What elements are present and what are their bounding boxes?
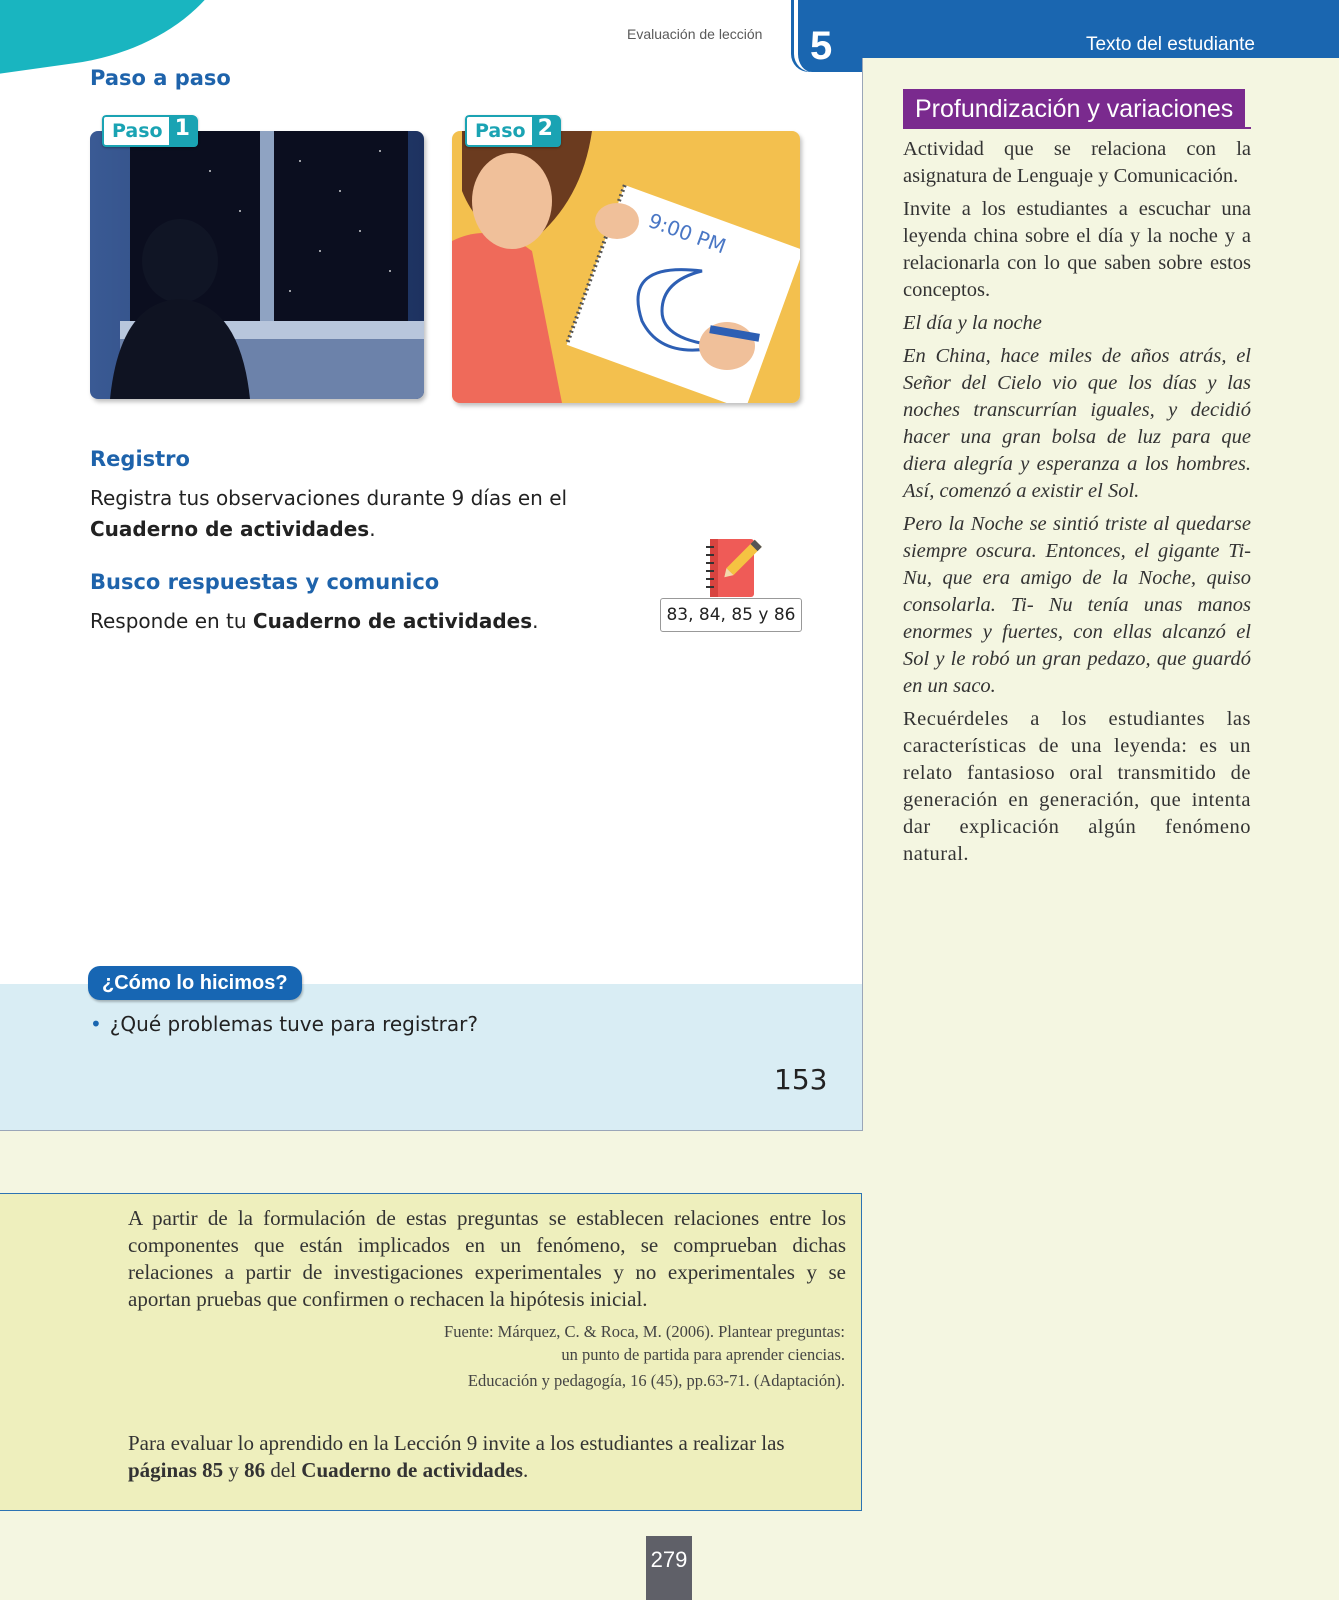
notebook-pencil-icon	[706, 537, 762, 599]
quote-paragraph: A partir de la formulación de estas preguntas se establecen relaciones entre los componentes que están implicados en un fenómeno, se comprueban dichas relaciones a partir de investigaciones experimentales y no experimentales y se aportan pruebas que confirmen o rechacen la hipótesis inicial.	[128, 1206, 846, 1311]
answers-text: Responde en tu	[90, 609, 253, 633]
student-text-label: Texto del estudiante	[1085, 34, 1255, 55]
step-1-badge	[102, 115, 198, 147]
student-page	[0, 0, 863, 1131]
step-1-photo	[90, 131, 424, 399]
source-line-3: Educación y pedagogía, 16 (45), pp.63-71. (Adaptación).	[467, 1371, 845, 1390]
step-2-photo	[452, 131, 800, 403]
step-1-label: Paso	[102, 115, 169, 147]
record-instructions	[90, 483, 630, 545]
legend-paragraph-2: Pero la Noche se sintió triste al quedarse siempre oscura. Entonces, el gigante Ti-Nu, que era amigo de la Noche, quiso consolarla. Ti- Nu tenía unas manos enormes y fuertes, con ellas alcanzó el Sol y le robó un gran pedazo, que guardó en un saco.	[903, 513, 1251, 697]
reflection-question	[90, 1012, 478, 1036]
record-workbook-name: Cuaderno de actividades	[90, 517, 370, 541]
teacher-column-text	[903, 136, 1251, 874]
lesson-evaluation-label: Evaluación de lección	[627, 26, 763, 42]
record-text: Registra tus observaciones durante 9 días en el	[90, 486, 568, 510]
child-drawing-moon-illustration	[452, 131, 800, 403]
eval-text-3: del	[265, 1458, 302, 1482]
eval-bold-pages: páginas 85	[128, 1458, 224, 1482]
answers-heading: Busco respuestas y comunico	[90, 570, 440, 594]
drawing-time-label: 9:00 PM	[645, 208, 730, 259]
reflection-pill: ¿Cómo lo hicimos?	[88, 966, 302, 1000]
source-line-2: un punto de partida para aprender ciencias.	[561, 1345, 845, 1364]
bullet-icon: •	[90, 1012, 102, 1036]
answers-workbook-name: Cuaderno de actividades	[252, 609, 533, 633]
lesson-number: 5	[810, 24, 833, 68]
eval-bold-page-86: 86	[244, 1458, 266, 1482]
eval-bold-workbook: Cuaderno de actividades	[301, 1458, 523, 1482]
step-1-number: 1	[169, 115, 198, 147]
student-text-bar	[862, 0, 1339, 58]
legend-paragraph-1: En China, hace miles de años atrás, el Señor del Cielo vio que los días y las noches transcurrían iguales, y decidió hacer una gran bolsa de luz para que diera alegría y esperanza a los hombres. Así, comenzó a existir el Sol.	[903, 345, 1251, 502]
evaluation-instruction	[128, 1430, 846, 1484]
student-page-number: 153	[774, 1063, 828, 1096]
source-line-1: Fuente: Márquez, C. & Roca, M. (2006). Plantear preguntas:	[444, 1322, 845, 1341]
step-by-step-heading: Paso a paso	[90, 66, 231, 90]
workbook-pages-box: 83, 84, 85 y 86	[660, 598, 802, 632]
step-2-label: Paso	[465, 115, 532, 147]
teacher-paragraph-2: Invite a los estudiantes a escuchar una leyenda china sobre el día y la noche y a relacionarla con lo que saben sobre estos conceptos.	[903, 198, 1251, 301]
eval-text-1: Para evaluar lo aprendido en la Lección 9 invite a los estudiantes a realizar las	[128, 1431, 785, 1455]
closing-paragraph: Recuérdeles a los estudiantes las características de una leyenda: es un relato fantasioso oral transmitido de generación en generación, que intenta dar explicación algún fenómeno natural.	[903, 708, 1251, 865]
child-at-window-illustration	[90, 131, 424, 399]
eval-text-2: y	[223, 1458, 245, 1482]
answers-instructions	[90, 606, 630, 637]
deepening-title-underline	[903, 127, 1251, 129]
legend-title: El día y la noche	[903, 312, 1042, 334]
teacher-paragraph-1: Actividad que se relaciona con la asignatura de Lenguaje y Comunicación.	[903, 138, 1251, 187]
teacher-page-number: 279	[646, 1536, 692, 1600]
step-2-badge	[465, 115, 561, 147]
reflection-question-text: ¿Qué problemas tuve para registrar?	[109, 1012, 478, 1036]
deepening-title: Profundización y variaciones	[903, 89, 1245, 128]
record-text-end: .	[369, 517, 376, 541]
answers-text-end: .	[532, 609, 539, 633]
eval-text-end: .	[522, 1458, 529, 1482]
step-2-number: 2	[532, 115, 561, 147]
record-heading: Registro	[90, 447, 190, 471]
reflection-band	[0, 984, 862, 1130]
